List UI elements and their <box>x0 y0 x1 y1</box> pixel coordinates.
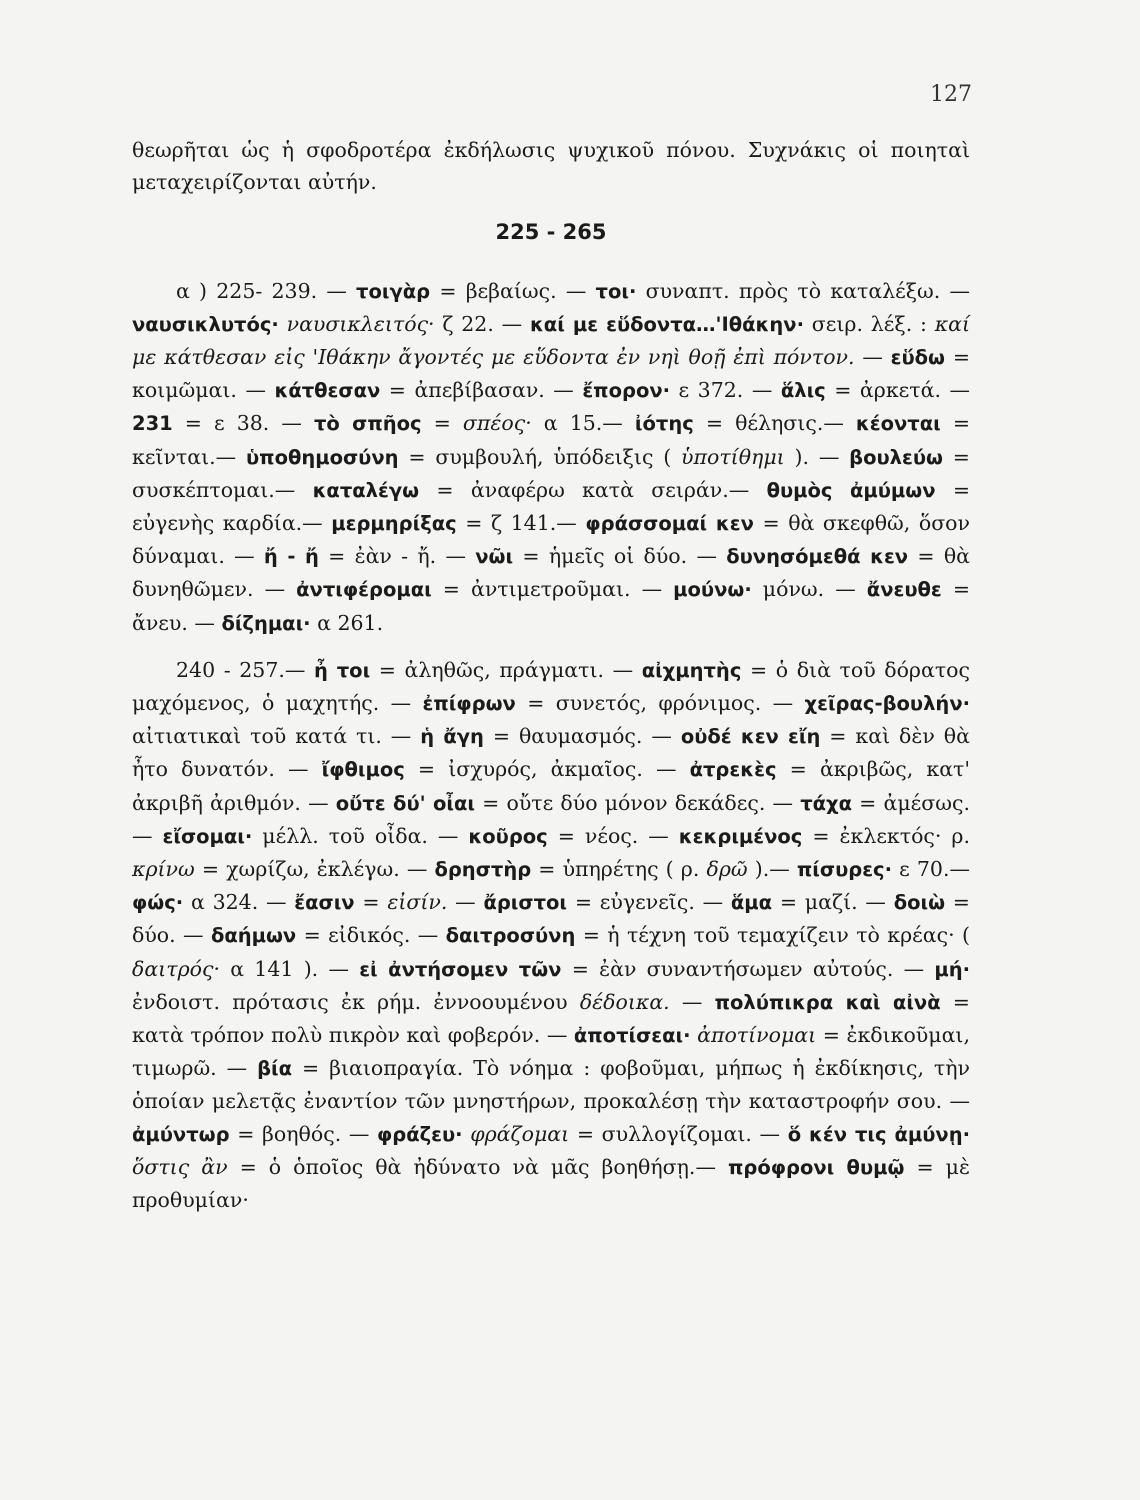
gloss-text: = κατὰ τρόπον πολὺ πικρὸν καὶ φοβερόν. — <box>132 989 970 1048</box>
commentary-paragraphs <box>132 275 970 1217</box>
gloss-text: = ἡ τέχνη τοῦ τεμαχίζειν τὸ κρέας· ( <box>575 923 970 948</box>
section-title: 225 - 265 <box>495 220 607 245</box>
lemma-term: ἡ ἄγη <box>420 725 484 749</box>
lemma-term: ἀποτίσεαι· <box>573 1024 691 1048</box>
gloss-text: = κεῖνται.— <box>132 411 970 469</box>
gloss-text: = ἄνευ. — <box>132 577 970 635</box>
gloss-text: ἐνδοιστ. πρότασις ἐκ ρήμ. ἐννοουμένου <box>132 989 580 1014</box>
lemma-term: τοι· <box>595 279 637 303</box>
gloss-text: = καὶ δὲν θὰ ἦτο δυνατόν. — <box>132 724 970 782</box>
lemma-term: κάτθεσαν <box>274 379 381 403</box>
gloss-text: αἰτιατικαὶ τοῦ κατά τι. — <box>132 724 421 749</box>
gloss-text: = ἀληθῶς, πράγματι. — <box>370 657 642 682</box>
lemma-term: ἦ τοι <box>313 658 371 682</box>
lemma-term: ἀμύντωρ <box>132 1122 230 1146</box>
gloss-text: — <box>854 345 891 370</box>
lemma-term: πολύπικρα καὶ αἰνὰ <box>714 990 941 1014</box>
lemma-term: αἰχμητὴς <box>641 658 742 682</box>
gloss-text: = ὑπηρέτης ( ρ. <box>531 857 707 882</box>
intro-paragraph: θεωρῆται ὡς ἡ σφοδροτέρα ἐκδήλωσις ψυχικοῦ πόνου. Συχνάκις οἱ ποιηταὶ μεταχειρίζονται αὐτήν. <box>132 138 970 195</box>
gloss-text: ζ 22. — <box>434 311 530 336</box>
gloss-text: = κοιμῶμαι. — <box>132 345 970 403</box>
lemma-term: εἰ ἀντήσομεν τῶν <box>359 957 562 981</box>
gloss-text: = θαυμασμός. — <box>483 724 681 749</box>
lemma-term: δοιὼ <box>893 891 946 915</box>
lemma-term: καταλέγω <box>312 478 420 502</box>
italic-text: ναυσικλειτός· <box>286 311 435 336</box>
gloss-text: — <box>447 890 484 915</box>
gloss-text: α 141 ). — <box>219 956 360 981</box>
lemma-term: ἀντιφέρομαι <box>296 578 432 602</box>
italic-text: δαιτρός· <box>132 956 220 981</box>
gloss-text: — <box>669 989 715 1014</box>
lemma-term: κοῦρος <box>468 824 548 848</box>
lemma-term: πίσυρες· <box>796 858 893 882</box>
lemma-term: τάχα <box>800 791 853 815</box>
gloss-text: α 15.— <box>531 411 635 436</box>
lemma-term: φώς· <box>132 891 184 915</box>
lemma-term: οὐδέ κεν εἴη <box>680 725 821 749</box>
italic-text: ὅστις ἂν <box>132 1154 228 1179</box>
gloss-text: ).— <box>747 857 797 882</box>
lemma-term: ἀτρεκὲς <box>689 758 777 782</box>
lemma-term: μούνω· <box>673 578 752 602</box>
lemma-term: ἤ - ἤ <box>263 545 319 569</box>
gloss-text: = ὁ ὁποῖος θὰ ἠδύνατο νὰ μᾶς βοηθήσῃ.— <box>227 1154 728 1179</box>
gloss-text: = εἰδικός. — <box>296 923 446 948</box>
gloss-text: = ἀπεβίβασαν. — <box>380 378 583 403</box>
gloss-text: = ἀντιμετροῦμαι. — <box>431 577 674 602</box>
gloss-text: = ἀμέσως. — <box>132 790 970 848</box>
gloss-text: ε 372. — <box>670 378 781 403</box>
lemma-term: ἴφθιμος <box>321 758 405 782</box>
lemma-term: εἴσομαι· <box>162 824 253 848</box>
gloss-text: α ) 225- 239. — <box>176 278 357 303</box>
gloss-text: = ἀρκετά. — <box>825 378 970 403</box>
lemma-term: φράζευ· <box>377 1122 463 1146</box>
italic-text: κρίνω <box>132 857 195 882</box>
gloss-text: = θὰ δυνηθῶμεν. — <box>132 544 971 602</box>
lemma-term: ἅλις <box>780 379 826 403</box>
gloss-text: = θὰ σκεφθῶ, ὅσον δύναμαι. — <box>132 511 970 569</box>
gloss-text: = ζ 141.— <box>456 511 586 536</box>
lemma-term: δαιτροσύνη <box>445 924 576 948</box>
lemma-term: καί με εὕδοντα…'Ιθάκην· <box>529 312 804 336</box>
lemma-term: βουλεύω <box>849 445 943 469</box>
italic-text: δέδοικα. <box>579 989 670 1014</box>
gloss-text: = μὲ προθυμίαν· <box>132 1154 970 1213</box>
lemma-term: ἅμα <box>730 891 773 915</box>
gloss-text: συναπτ. πρὸς τὸ καταλέξω. — <box>636 278 970 303</box>
italic-text: φράζομαι <box>470 1121 570 1146</box>
lemma-term: ἰότης <box>634 412 694 436</box>
lemma-term: χεῖρας-βουλήν· <box>804 692 971 716</box>
lemma-term: δαήμων <box>210 924 297 948</box>
lemma-term: ἐπίφρων <box>422 692 516 716</box>
gloss-text: = ἰσχυρός, ἀκμαῖος. — <box>404 757 690 782</box>
gloss-text: = <box>354 890 388 915</box>
gloss-text: = ἡμεῖς οἱ δύο. — <box>513 544 727 569</box>
gloss-text: = ἀναφέρω κατὰ σειράν.— <box>419 477 767 502</box>
lemma-term: μή· <box>934 957 970 981</box>
gloss-text: = βοηθός. — <box>229 1121 378 1146</box>
gloss-text: = ὁ διὰ τοῦ δόρατος μαχόμενος, ὁ μαχητής. — <box>132 657 970 716</box>
gloss-text: = βιαιοπραγία. Τὸ νόημα : φοβοῦμαι, μήπως ἡ ἐκδίκησις, τὴν ὁποίαν μελετᾷς ἐναντίον τῶν μνηστήρων, προκαλέσῃ τὴν καταστροφήν σου. — <box>132 1056 970 1114</box>
gloss-text: = οὔτε δύο μόνον δεκάδες. — <box>475 790 801 815</box>
italic-text: δρῶ <box>706 857 748 882</box>
lemma-term: μερμηρίξας <box>331 512 457 536</box>
gloss-text: = ἐὰν - ἤ. — <box>318 544 476 569</box>
gloss-text: = ἐκλεκτός· ρ. <box>802 823 970 848</box>
italic-text: ὑποτίθημι <box>681 444 785 469</box>
gloss-text: = συνετός, φρόνιμος. — <box>515 691 805 716</box>
gloss-text: = μαζί. — <box>772 890 894 915</box>
gloss-text: σειρ. λέξ. : <box>804 311 935 336</box>
lemma-term: τὸ σπῆος <box>313 412 422 436</box>
gloss-text: = συμβουλή, ὑπόδειξις ( <box>398 444 682 469</box>
gloss-text: 240 - 257.— <box>176 657 314 682</box>
lemma-term: ἔασιν <box>294 891 355 915</box>
gloss-text: = θέλησις.— <box>693 411 856 436</box>
gloss-text: = χωρίζω, ἐκλέγω. — <box>194 857 435 882</box>
lemma-term: βία <box>257 1057 293 1081</box>
gloss-text: = συλλογίζομαι. — <box>569 1121 788 1146</box>
lemma-term: δίζημαι· <box>221 611 311 635</box>
gloss-text: = νέος. — <box>547 823 679 848</box>
gloss-text: μέλλ. τοῦ οἶδα. — <box>252 823 469 848</box>
gloss-text: = συσκέπτομαι.— <box>132 444 970 502</box>
lemma-term: εὕδω <box>890 346 946 370</box>
lemma-term: ναυσικλυτός· <box>132 312 279 336</box>
lemma-term: οὔτε δύ' οἶαι <box>335 791 476 815</box>
gloss-text: ). — <box>784 444 850 469</box>
italic-text: εἰσίν. <box>387 890 448 915</box>
lemma-term: κέονται <box>855 412 941 436</box>
gloss-text: = ε 38. — <box>172 411 314 436</box>
lemma-term: νῶι <box>475 545 514 569</box>
italic-text: σπέος· <box>462 411 532 436</box>
gloss-text: = ἐκδικοῦμαι, τιμωρῶ. — <box>132 1023 970 1081</box>
italic-text: καί με κάτθεσαν εἰς 'Ιθάκην ἄγοντές με εὕδοντα ἐν νηὶ θοῇ ἐπὶ πόντον. <box>132 311 971 370</box>
lemma-term: φράσσομαί κεν <box>585 512 754 536</box>
lemma-term: δυνησόμεθά κεν <box>726 545 909 569</box>
commentary-paragraph <box>132 275 970 640</box>
lemma-term: 231 <box>132 412 173 436</box>
lemma-term: ὑποθημοσύνη <box>245 445 399 469</box>
gloss-text: = <box>421 411 463 436</box>
gloss-text: μόνω. — <box>751 577 867 602</box>
gloss-text: = δύο. — <box>132 890 970 948</box>
lemma-term: ἄνευθε <box>866 578 942 602</box>
lemma-term: δρηστὴρ <box>434 858 532 882</box>
lemma-term: θυμὸς ἀμύμων <box>766 478 936 502</box>
gloss-text: = εὐγενεῖς. — <box>567 890 731 915</box>
gloss-text: α 261. <box>310 610 384 635</box>
gloss-text: ε 70.— <box>892 857 970 882</box>
page-number: 127 <box>930 82 972 107</box>
gloss-text: = βεβαίως. — <box>430 278 596 303</box>
lemma-term: ὅ κέν τις ἀμύνῃ· <box>787 1122 970 1146</box>
gloss-text: = εὐγενὴς καρδία.— <box>132 477 970 536</box>
page-body <box>132 134 970 1230</box>
lemma-term: ἔπορον· <box>582 379 671 403</box>
lemma-term: πρόφρονι θυμῷ <box>727 1155 905 1179</box>
italic-text: ἀποτίνομαι <box>697 1023 817 1048</box>
gloss-text <box>279 312 287 336</box>
gloss-text: α 324. — <box>183 890 295 915</box>
commentary-paragraph <box>132 654 970 1216</box>
gloss-text: = ἀκριβῶς, κατ' ἀκριβῆ ἀριθμόν. — <box>132 757 971 815</box>
lemma-term: ἄριστοι <box>483 891 568 915</box>
lemma-term: κεκριμένος <box>678 824 803 848</box>
gloss-text: = ἐὰν συναντήσωμεν αὐτούς. — <box>561 956 935 981</box>
lemma-term: τοιγὰρ <box>356 279 431 303</box>
